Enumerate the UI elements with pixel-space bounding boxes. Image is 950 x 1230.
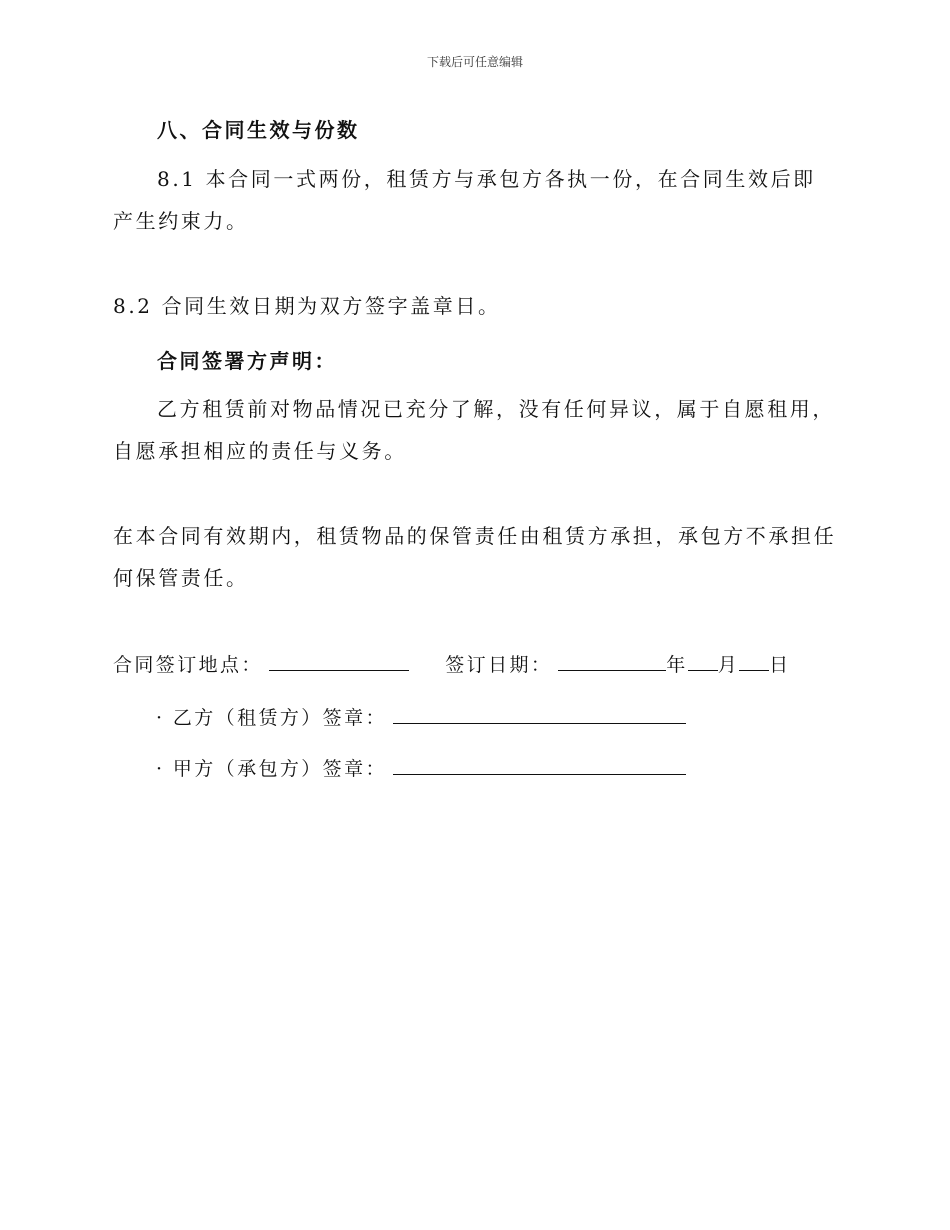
signing-place-label: 合同签订地点： (113, 654, 263, 676)
signing-place-date-row (113, 650, 791, 677)
signing-day-blank[interactable] (739, 650, 769, 671)
signing-place-blank[interactable] (269, 650, 409, 671)
clause-8-1: 8.1 本合同一式两份，租赁方与承包方各执一份，在合同生效后即产生约束力。 (113, 167, 816, 233)
party-a-signature-label: · 甲方（承包方）签章： (156, 758, 387, 780)
party-b-signature-blank[interactable] (393, 703, 686, 724)
party-a-signature-row (156, 754, 686, 781)
page-header-note: 下载后可任意编辑 (426, 55, 523, 69)
signing-month-blank[interactable] (688, 650, 718, 671)
declaration-title: 合同签署方声明： (157, 349, 337, 373)
declaration-paragraph-2: 在本合同有效期内，租赁物品的保管责任由租赁方承担，承包方不承担任何保管责任。 (113, 524, 837, 590)
month-label: 月 (717, 654, 740, 676)
signing-date-label: 签订日期： (445, 654, 553, 676)
signing-year-blank[interactable] (558, 650, 666, 671)
clause-8-2: 8.2 合同生效日期为双方签字盖章日。 (113, 294, 501, 318)
day-label: 日 (769, 654, 791, 676)
declaration-paragraph-1: 乙方租赁前对物品情况已充分了解，没有任何异议，属于自愿租用，自愿承担相应的责任与义务。 (113, 397, 835, 463)
party-a-signature-blank[interactable] (393, 754, 686, 775)
year-label: 年 (666, 654, 688, 676)
party-b-signature-label: · 乙方（租赁方）签章： (156, 707, 387, 729)
party-b-signature-row (156, 703, 686, 730)
section-8-title: 八、合同生效与份数 (157, 118, 360, 142)
